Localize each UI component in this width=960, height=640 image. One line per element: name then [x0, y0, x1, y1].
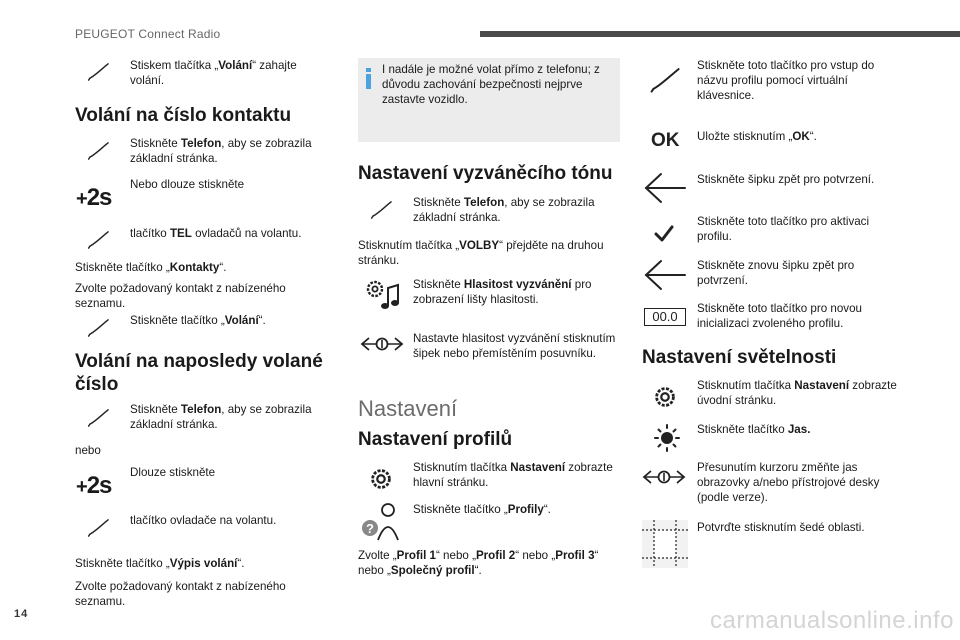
save-ok-step: Uložte stisknutím „OK“.	[697, 130, 817, 143]
ring-step-3: Stiskněte Hlasitost vyzvánění pro zobrazení lišty hlasitosti.	[413, 278, 592, 306]
brightness-step-1: Stisknutím tlačítka Nastavení zobrazte úvodní stránku.	[697, 379, 897, 407]
back-arrow-icon	[643, 258, 687, 292]
last-step-5: Zvolte požadovaný kontakt z nabízeného seznamu.	[75, 580, 286, 608]
profile-name-step: Stiskněte toto tlačítko pro vstup do názvu profilu pomocí virtuální klávesnice.	[697, 59, 875, 102]
grey-area-icon	[642, 520, 688, 568]
plus-long-press-icon: +2s	[76, 472, 112, 499]
pencil-icon	[86, 514, 112, 540]
last-step-4: Stiskněte tlačítko „Výpis volání“.	[75, 557, 245, 570]
reset-profile-step: Stiskněte toto tlačítko pro novou inicializaci zvoleného profilu.	[697, 302, 862, 330]
contact-step-2: Nebo dlouze stiskněte	[130, 178, 245, 191]
slider-arrows-icon	[360, 334, 404, 354]
contact-step-3: tlačítko TEL ovladačů na volantu.	[130, 227, 302, 240]
contact-step-4: Stiskněte tlačítko „Kontakty“.	[75, 261, 227, 274]
pencil-icon	[86, 226, 112, 252]
svg-text:?: ?	[366, 521, 374, 536]
gear-icon	[367, 465, 395, 493]
back-again-step: Stiskněte znovu šipku zpět pro potvrzení.	[697, 259, 855, 287]
header-bar	[480, 31, 960, 37]
brightness-step-3: Přesunutím kurzoru změňte jas obrazovky a/nebo přístrojové desky (podle verze).	[697, 461, 880, 504]
ring-step-1: Stiskněte Telefon, aby se zobrazila základní stránka.	[413, 196, 595, 224]
reset-icon: 00.0	[644, 308, 686, 326]
info-icon	[366, 68, 374, 88]
activate-profile-step: Stiskněte toto tlačítko pro aktivaci profilu.	[697, 215, 870, 243]
back-arrow-icon	[643, 171, 687, 205]
pencil-icon	[86, 137, 112, 163]
back-confirm-step: Stiskněte šipku zpět pro potvrzení.	[697, 173, 875, 186]
profile-help-icon	[360, 500, 404, 542]
slider-arrows-icon	[642, 467, 686, 487]
contact-step-1: Stiskněte Telefon, aby se zobrazila základní stránka.	[130, 137, 312, 165]
pencil-icon	[648, 62, 684, 96]
gear-music-icon	[364, 278, 404, 314]
ring-step-4: Nastavte hlasitost vyzvánění stisknutím šipek nebo přemístěním posuvníku.	[413, 332, 616, 360]
heading-last-called: Volání na naposledy volané číslo	[75, 351, 323, 395]
contact-step-5: Zvolte požadovaný kontakt z nabízeného seznamu.	[75, 282, 286, 310]
last-step-long-press: Dlouze stiskněte	[130, 466, 216, 479]
pencil-icon	[86, 404, 112, 430]
last-step-3: tlačítko ovladače na volantu.	[130, 514, 277, 527]
heading-profiles: Nastavení profilů	[358, 429, 513, 450]
heading-settings: Nastavení	[358, 396, 458, 421]
call-step-text: Stiskem tlačítka „Volání“ zahajte volání.	[130, 59, 297, 87]
check-icon	[654, 225, 674, 243]
last-step-or: nebo	[75, 444, 101, 457]
plus-long-press-icon: +2s	[76, 184, 112, 211]
brightness-step-2: Stiskněte tlačítko Jas.	[697, 423, 811, 436]
ok-icon: OK	[651, 130, 680, 151]
pencil-icon	[86, 58, 112, 84]
heading-ringtone: Nastavení vyzváněcího tónu	[358, 163, 613, 184]
heading-call-contact: Volání na číslo kontaktu	[75, 105, 292, 126]
profile-step-1: Stisknutím tlačítka Nastavení zobrazte hlavní stránku.	[413, 461, 613, 489]
brightness-icon	[649, 423, 681, 453]
last-step-1: Stiskněte Telefon, aby se zobrazila základní stránka.	[130, 403, 312, 431]
heading-brightness: Nastavení světelnosti	[642, 347, 837, 368]
brightness-step-4: Potvrďte stisknutím šedé oblasti.	[697, 521, 865, 534]
pencil-icon	[369, 196, 395, 222]
profile-step-2: Stiskněte tlačítko „Profily“.	[413, 503, 551, 516]
watermark: carmanualsonline.info	[710, 607, 954, 634]
contact-step-6: Stiskněte tlačítko „Volání“.	[130, 314, 266, 327]
info-text: I nadále je možné volat přímo z telefonu; z důvodu zachování bezpečnosti nejprve zastavte vozidlo.	[382, 63, 600, 106]
profile-step-3: Zvolte „Profil 1“ nebo „Profil 2“ nebo „Profil 3“ nebo „Společný profil“.	[358, 549, 599, 577]
info-box	[358, 58, 620, 142]
gear-icon	[651, 383, 679, 411]
page-number: 14	[14, 608, 29, 620]
running-header: PEUGEOT Connect Radio	[75, 27, 221, 41]
ring-step-2: Stisknutím tlačítka „VOLBY“ přejděte na druhou stránku.	[358, 239, 604, 267]
pencil-icon	[86, 314, 112, 340]
